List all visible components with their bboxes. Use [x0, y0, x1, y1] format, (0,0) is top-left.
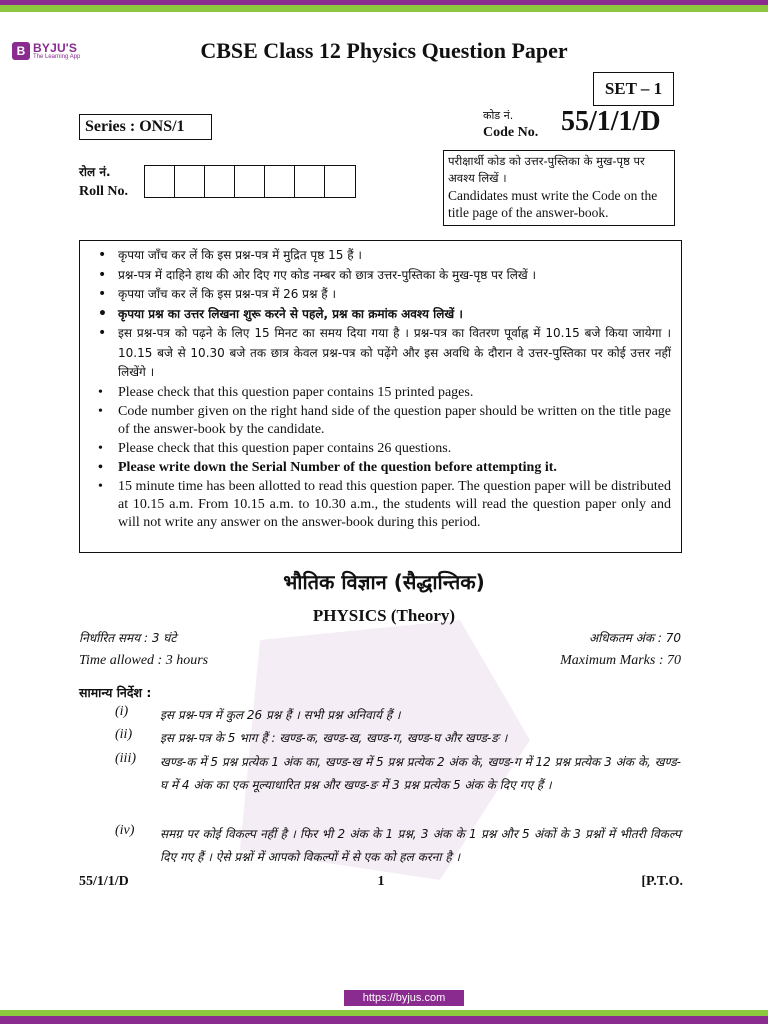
page-title: CBSE Class 12 Physics Question Paper — [200, 38, 568, 63]
code-instruction-hindi: परीक्षार्थी कोड को उत्तर-पुस्तिका के मुख-पृष्ठ पर अवश्य लिखें । — [448, 154, 645, 185]
logo-wordmark: BYJU'S — [33, 41, 78, 55]
instruction-item: • कृपया प्रश्न का उत्तर लिखना शुरू करने से पहले, प्रश्न का क्रमांक अवश्य लिखें । — [90, 305, 671, 325]
bottom-color-bar — [0, 1010, 768, 1024]
code-instruction-english: Candidates must write the Code on the title page of the answer-book. — [448, 188, 658, 220]
instructions-list — [90, 246, 671, 532]
subject-title-english: PHYSICS (Theory) — [312, 606, 456, 625]
code-label-english: Code No. — [483, 125, 539, 140]
subject-title-hindi: भौतिक विज्ञान (सैद्धान्तिक) — [283, 570, 485, 594]
max-marks-hindi: अधिकतम अंक : 70 — [588, 631, 681, 645]
roll-digit-box[interactable] — [235, 166, 265, 197]
website-link[interactable]: https://byjus.com — [344, 990, 464, 1006]
max-marks-english: Maximum Marks : 70 — [560, 653, 681, 668]
general-instructions-heading: सामान्य निर्देश : — [79, 685, 152, 700]
instruction-text: इस प्रश्न-पत्र में कुल 26 प्रश्न हैं । सभी प्रश्न अनिवार्य हैं । — [160, 708, 401, 722]
time-marks-row-hindi — [79, 629, 681, 646]
roll-label — [79, 162, 128, 202]
logo-tagline: The Learning App — [33, 54, 81, 60]
code-number: 55/1/1/D — [561, 106, 661, 137]
page-number: 1 — [377, 874, 385, 889]
instruction-text: समग्र पर कोई विकल्प नहीं है । फिर भी 2 अंक के 1 प्रश्न, 3 अंक के 1 प्रश्न और 5 अंकों के 3 प्रश्नों में भीतरी विकल्प दिए गए हैं । ऐसे प्रश्नों में आपको विकल्पों में से एक को हल करना है । — [160, 827, 681, 864]
series-label: Series : ONS/1 — [79, 114, 212, 140]
page-footer — [79, 874, 683, 890]
time-allowed-english: Time allowed : 3 hours — [79, 653, 209, 668]
instruction-item: • Please check that this question paper contains 15 printed pages. — [90, 384, 671, 402]
top-color-bar — [0, 0, 768, 18]
time-marks-row-english — [79, 653, 681, 669]
instruction-text: खण्ड-क में 5 प्रश्न प्रत्येक 1 अंक का, खण्ड-ख में 5 प्रश्न प्रत्येक 2 अंक के, खण्ड-ग में 12 प्रश्न प्रत्येक 3 अंक के, खण्ड-घ में 4 अंक का एक मूल्याधारित प्रश्न और खण्ड-ङ में 3 प्रश्न प्रत्येक 5 अंक के दिए गए हैं । — [160, 755, 681, 792]
instruction-item: • इस प्रश्न-पत्र को पढ़ने के लिए 15 मिनट का समय दिया गया है । प्रश्न-पत्र का वितरण पूर्वाह्न में 10.15 बजे किया जायेगा । 10.15 बजे से 10.30 बजे तक छात्र केवल प्रश्न-पत्र को पढ़ेंगे और इस अवधि के दौरान वे उत्तर-पुस्तिका पर कोई उत्तर नहीं लिखेंगे । — [90, 324, 671, 383]
footer-code: 55/1/1/D — [79, 874, 129, 889]
instruction-item: • Please check that this question paper contains 26 questions. — [90, 440, 671, 458]
time-allowed-hindi: निर्धारित समय : 3 घंटे — [79, 631, 177, 645]
instruction-number: (i) — [115, 704, 129, 719]
instruction-text: इस प्रश्न-पत्र के 5 भाग हैं : खण्ड-क, खण्ड-ख, खण्ड-ग, खण्ड-घ और खण्ड-ङ । — [160, 731, 508, 745]
instruction-number: (iv) — [115, 823, 135, 838]
instructions-box — [79, 240, 682, 553]
instruction-item: • Please write down the Serial Number of the question before attempting it. — [90, 459, 671, 477]
roll-digit-box[interactable] — [145, 166, 175, 197]
code-label — [483, 107, 538, 141]
pto-label: [P.T.O. — [641, 874, 683, 889]
code-label-hindi: कोड नं. — [483, 109, 514, 122]
instruction-item: • प्रश्न-पत्र में दाहिने हाथ की ओर दिए गए कोड नम्बर को छात्र उत्तर-पुस्तिका के मुख-पृष्ठ पर लिखें । — [90, 266, 671, 286]
roll-label-english: Roll No. — [79, 184, 128, 199]
roll-number-boxes[interactable] — [144, 165, 356, 198]
roll-digit-box[interactable] — [205, 166, 235, 197]
instruction-item: • Code number given on the right hand side of the question paper should be written on the title page of the answer-book by the candidate. — [90, 403, 671, 439]
instruction-item: • 15 minute time has been allotted to read this question paper. The question paper will be distributed at 10.15 a.m. From 10.15 a.m. to 10.30 a.m., the students will read the question paper only and will not write any answer on the answer-book during this period. — [90, 478, 671, 532]
logo-badge-icon: B — [12, 42, 30, 60]
roll-digit-box[interactable] — [265, 166, 295, 197]
roll-label-hindi: रोल नं. — [79, 165, 111, 179]
instruction-item: • कृपया जाँच कर लें कि इस प्रश्न-पत्र में 26 प्रश्न हैं । — [90, 285, 671, 305]
roll-digit-box[interactable] — [175, 166, 205, 197]
instruction-number: (iii) — [115, 751, 136, 766]
code-instruction-box — [443, 150, 675, 226]
instruction-number: (ii) — [115, 727, 133, 742]
instruction-item: • कृपया जाँच कर लें कि इस प्रश्न-पत्र में मुद्रित पृष्ठ 15 हैं । — [90, 246, 671, 266]
set-badge: SET – 1 — [593, 72, 674, 106]
roll-digit-box[interactable] — [295, 166, 325, 197]
roll-digit-box[interactable] — [325, 166, 355, 197]
